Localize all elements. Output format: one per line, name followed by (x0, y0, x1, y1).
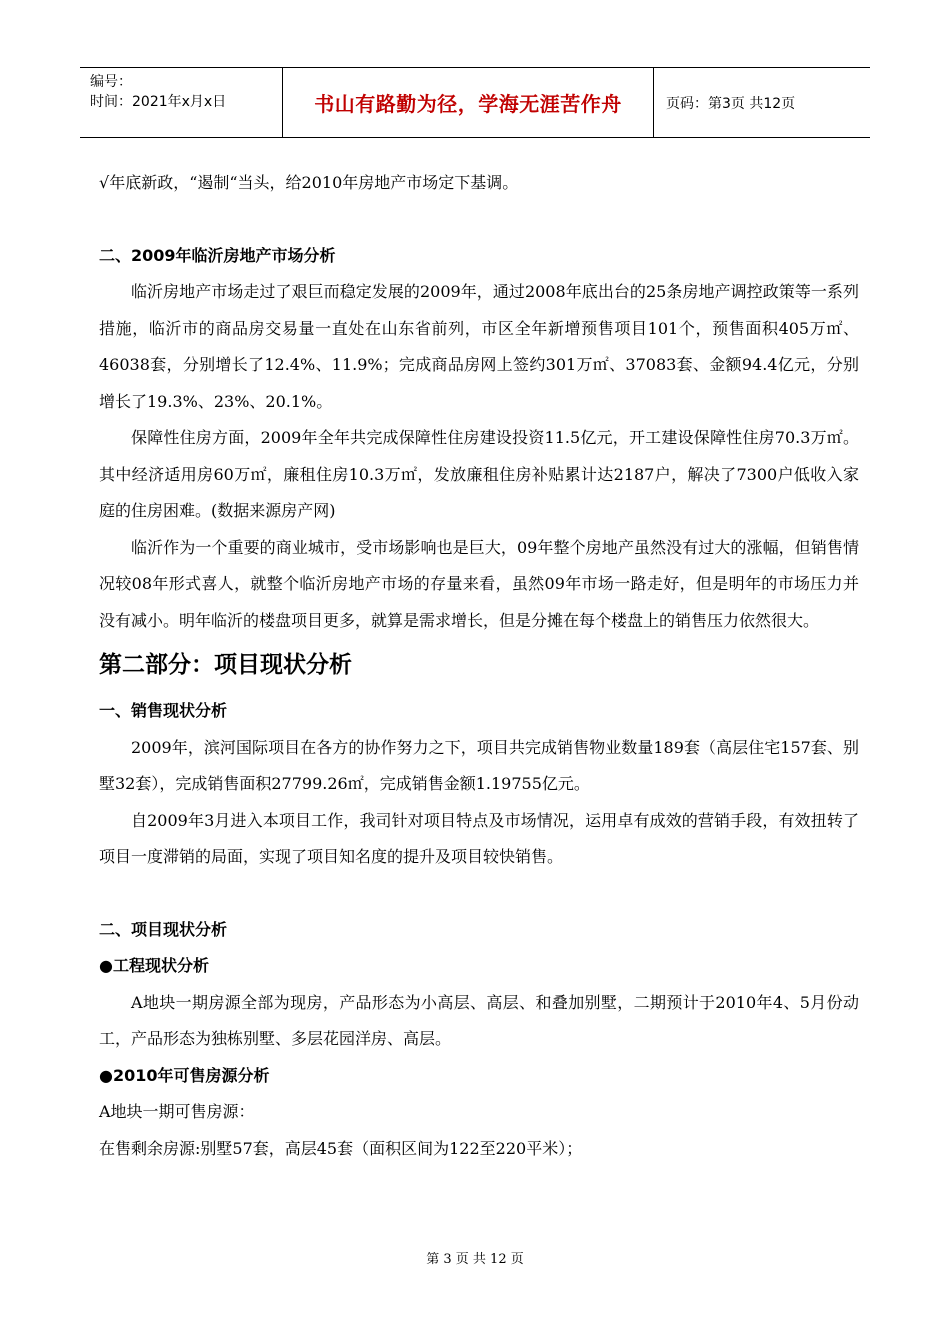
page-header (80, 67, 870, 138)
part-title: 第二部分：项目现状分析 (99, 652, 352, 678)
paragraph: 临沂作为一个重要的商业城市，受市场影响也是巨大，09年整个房地产虽然没有过大的涨幅，但销售情况较08年形式喜人，就整个临沂房地产市场的存量来看，虽然09年市场一路走好，但是明年的市场压力并没有减小。明年临沂的楼盘项目更多，就算是需求增长，但是分摊在每个楼盘上的销售压力依然很大。 (99, 537, 859, 630)
section-heading-sales: 一、销售现状分析 (99, 701, 228, 720)
header-page-cell (654, 68, 870, 137)
paragraph: A地块一期房源全部为现房，产品形态为小高层、高层、和叠加别墅，二期预计于2010年4、5月份动工，产品形态为独栋别墅、多层花园洋房、高层。 (99, 992, 859, 1048)
spacer (99, 202, 859, 238)
subheading-engineering: ●工程现状分析 (99, 956, 209, 975)
spacer (99, 876, 859, 912)
page-code: 页码：第3页 共12页 (666, 95, 796, 112)
section-heading-market: 二、2009年临沂房地产市场分析 (99, 245, 336, 265)
paragraph: 保障性住房方面，2009年全年共完成保障性住房建设投资11.5亿元，开工建设保障性住房70.3万㎡。其中经济适用房60万㎡，廉租住房10.3万㎡，发放廉租住房补贴累计达2187户，解决了7300户低收入家庭的住房困难。(数据来源房产网) (99, 428, 859, 520)
page-footer: 第 3 页 共 12 页 (426, 1252, 524, 1267)
paragraph: 自2009年3月进入本项目工作，我司针对项目特点及市场情况，运用卓有成效的营销手段，有效扭转了项目一度滞销的局面，实现了项目知名度的提升及项目较快销售。 (99, 810, 859, 866)
header-motto-cell (282, 68, 654, 137)
time-label: 时间：2021年x月x日 (90, 94, 227, 110)
intro-line: √年底新政，“遏制“当头，给2010年房地产市场定下基调。 (99, 173, 519, 192)
paragraph: A地块一期可售房源： (99, 1102, 255, 1121)
paragraph: 2009年，滨河国际项目在各方的协作努力之下，项目共完成销售物业数量189套（高层住宅157套、别墅32套），完成销售面积27799.26㎡，完成销售金额1.19755亿元。 (99, 737, 859, 793)
document-body (99, 165, 859, 1167)
header-left-cell (80, 68, 282, 137)
paragraph: 在售剩余房源:别墅57套，高层45套（面积区间为122至220平米）； (99, 1138, 583, 1158)
code-label: 编号： (90, 74, 132, 90)
motto-text: 书山有路勤为径，学海无涯苦作舟 (314, 92, 622, 116)
paragraph: 临沂房地产市场走过了艰巨而稳定发展的2009年，通过2008年底出台的25条房地产调控政策等一系列措施，临沂市的商品房交易量一直处在山东省前列，市区全年新增预售项目101个，预售面积405万㎡、46038套，分别增长了12.4%、11.9%；完成商品房网上签约301万㎡、37083套、金额94.4亿元，分别增长了19.3%、23%、20.1%。 (99, 282, 859, 411)
section-heading-status: 二、项目现状分析 (99, 919, 228, 939)
subheading-available: ●2010年可售房源分析 (99, 1065, 270, 1085)
